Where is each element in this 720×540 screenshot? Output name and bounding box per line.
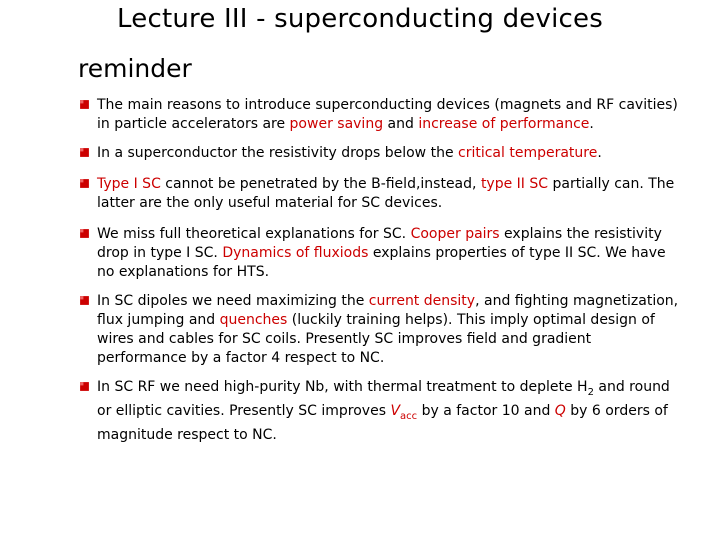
bullet-text: In SC RF we need high-purity Nb, with thermal treatment to deplete H — [97, 379, 588, 395]
subscript: 2 — [587, 386, 594, 398]
bullet-text: In a superconductor the resistivity drops below the — [97, 145, 459, 161]
diamond-bullet-icon — [79, 147, 90, 158]
bullet-text: cannot be penetrated by the B-field,instead, — [160, 176, 481, 192]
bullet-text: by a factor 10 and — [417, 402, 555, 419]
bullet-text: We miss full theoretical explanations for SC. — [97, 226, 411, 242]
highlight-text: Dynamics of fluxiods — [222, 245, 369, 261]
diamond-bullet-icon — [79, 99, 90, 110]
bullet-list — [79, 96, 679, 455]
symbol-v: V — [390, 402, 401, 419]
bullet-item — [79, 175, 679, 213]
bullet-text: (luckily training helps). This imply optimal design of wires and cables for SC coils. Presently SC improves field and gradient performance by a factor 4 respect to NC. — [97, 312, 655, 366]
bullet-item — [79, 225, 679, 282]
highlight-text: critical temperature — [458, 145, 598, 161]
symbol-q: Q — [554, 402, 566, 419]
diamond-bullet-icon — [79, 228, 90, 239]
highlight-text: increase of performance — [418, 116, 590, 132]
highlight-text: Cooper pairs — [410, 226, 500, 242]
bullet-text: explains the resistivity drop in type I SC. — [97, 226, 662, 261]
highlight-text: type II SC — [480, 176, 549, 192]
bullet-text: and — [383, 116, 419, 132]
bullet-item — [79, 144, 679, 163]
slide-title: Lecture III - superconducting devices — [117, 4, 603, 34]
bullet-text: and round or elliptic cavities. Presently SC improves — [97, 379, 670, 419]
subscript-acc: acc — [400, 410, 418, 422]
bullet-text: , and fighting magnetization, flux jumping and — [97, 293, 679, 328]
bullet-item — [79, 292, 679, 368]
bullet-text: The main reasons to introduce superconducting devices (magnets and RF cavities) in particle accelerators are — [97, 97, 678, 132]
diamond-bullet-icon — [79, 295, 90, 306]
bullet-item — [79, 96, 679, 134]
bullet-text: . — [589, 116, 594, 132]
bullet-text: . — [597, 145, 602, 161]
slide-subtitle: reminder — [78, 54, 192, 83]
highlight-text: power saving — [289, 116, 384, 132]
bullet-text: explains properties of type II SC. We have no explanations for HTS. — [97, 245, 666, 280]
bullet-item — [79, 378, 679, 445]
diamond-bullet-icon — [79, 381, 90, 392]
bullet-text: In SC dipoles we need maximizing the — [97, 293, 369, 309]
highlight-text: current density — [368, 293, 476, 309]
bullet-text: partially can. The latter are the only useful material for SC devices. — [97, 176, 675, 211]
bullet-text: by 6 orders of magnitude respect to NC. — [97, 402, 668, 443]
highlight-text: Type I SC — [97, 176, 161, 192]
highlight-text: quenches — [219, 312, 288, 328]
diamond-bullet-icon — [79, 178, 90, 189]
